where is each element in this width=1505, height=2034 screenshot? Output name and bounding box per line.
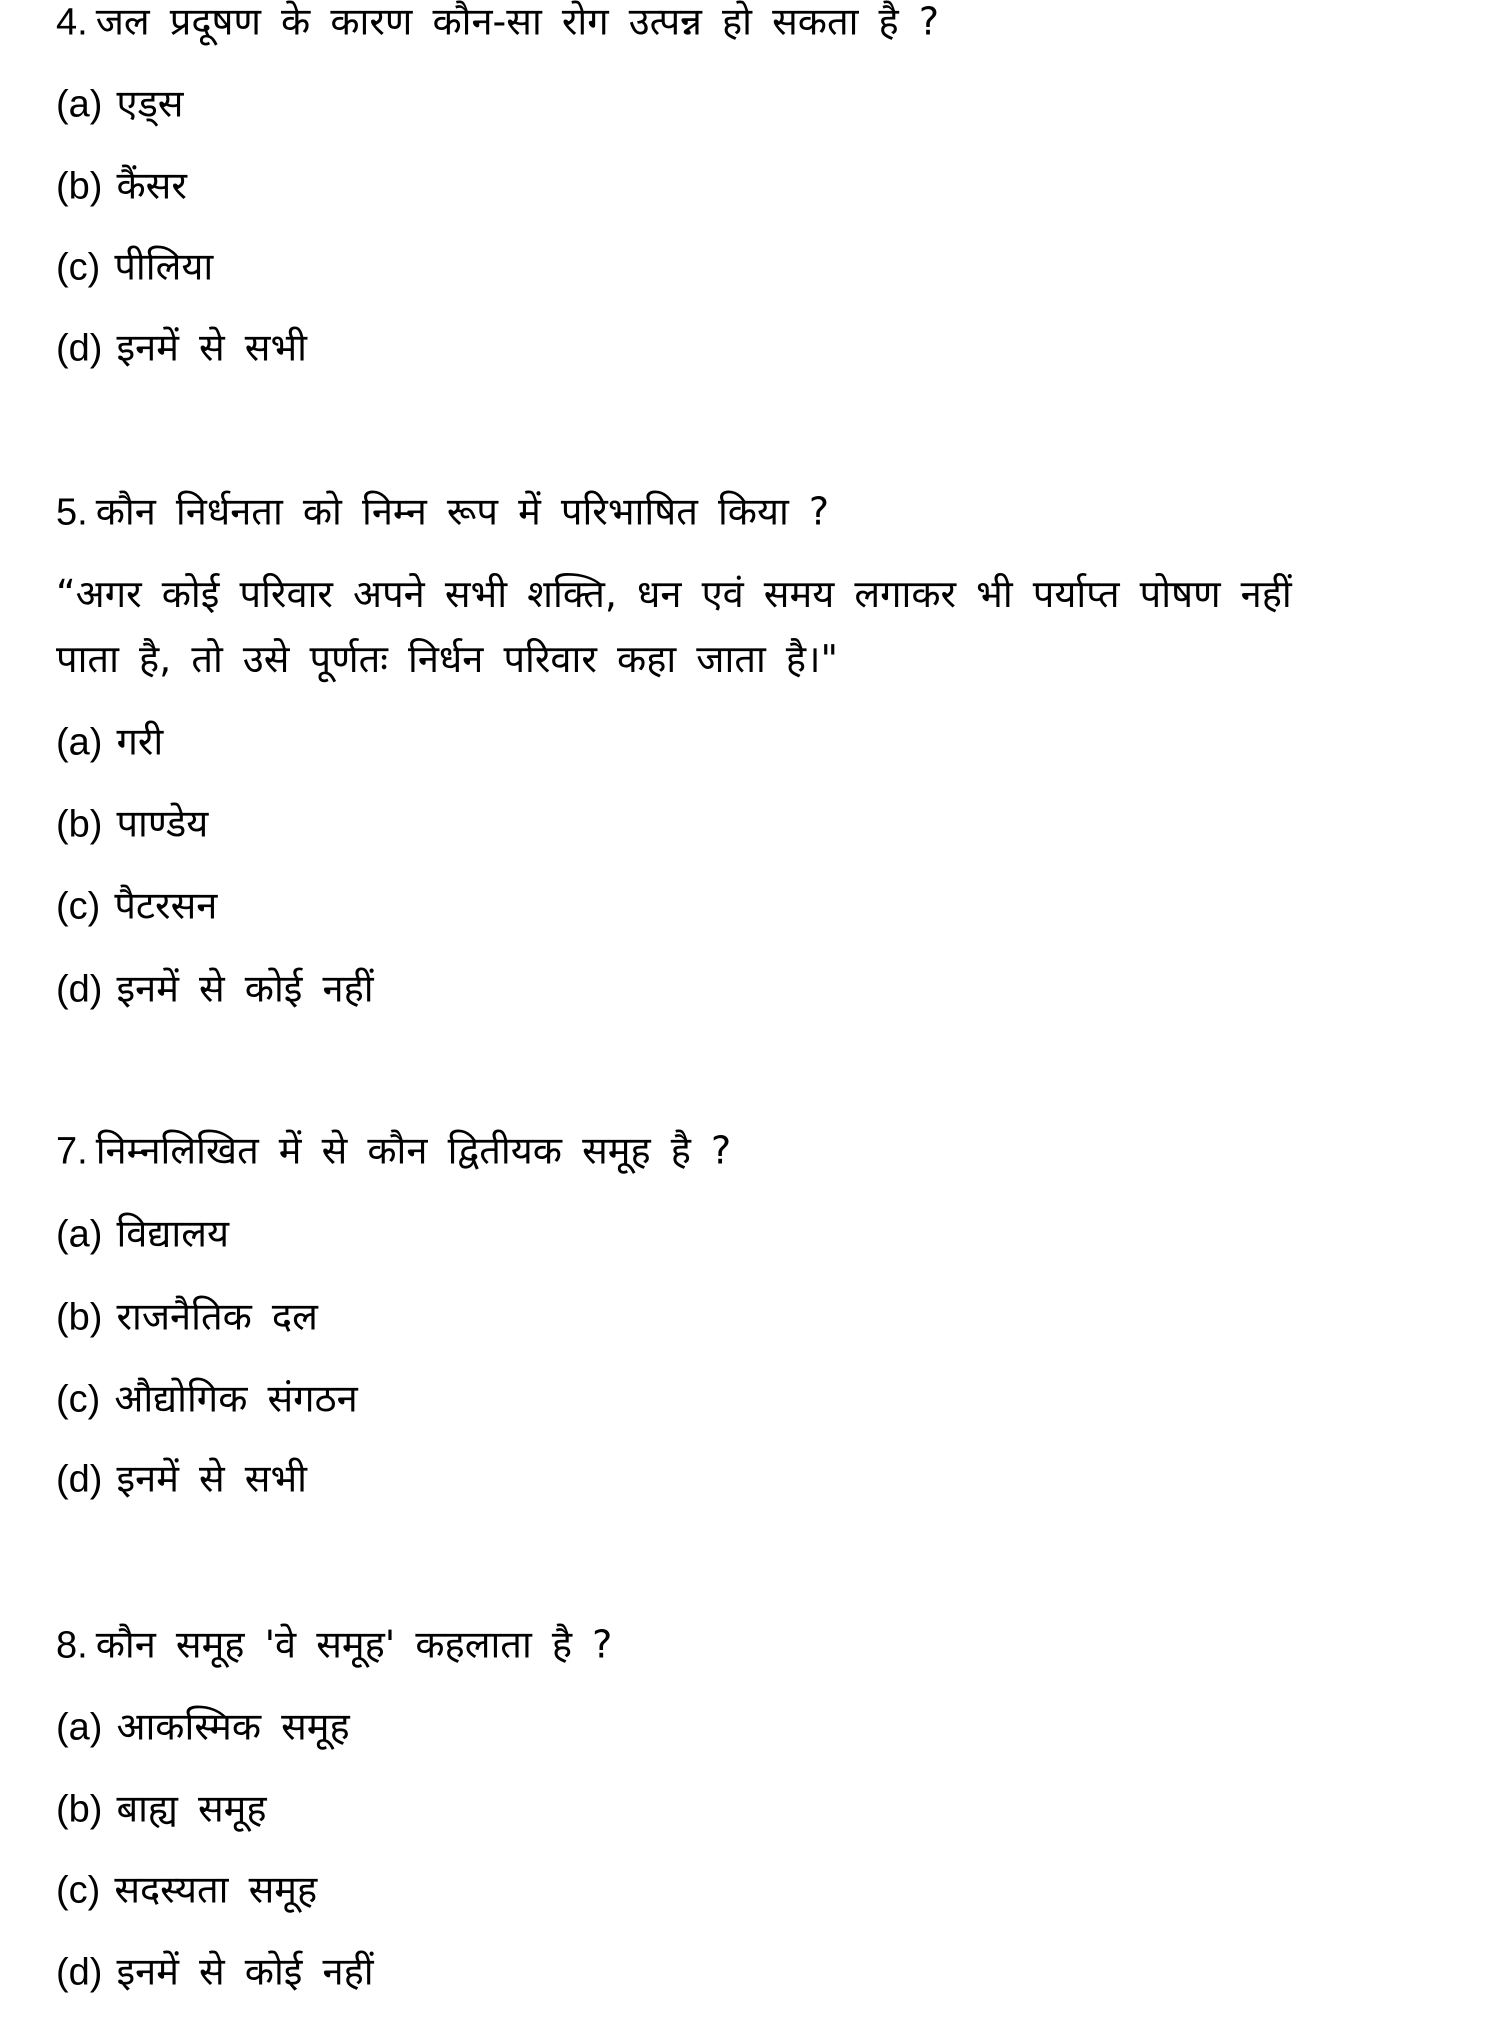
q4-option-d xyxy=(56,324,307,373)
q5-option-a xyxy=(56,718,163,767)
option-text: राजनैतिक दल xyxy=(116,1294,318,1339)
q5-option-d xyxy=(56,965,374,1014)
option-label: (a) xyxy=(56,721,103,764)
option-text: पीलिया xyxy=(114,244,214,289)
option-text: पाण्डेय xyxy=(116,801,209,846)
question-5 xyxy=(56,488,829,537)
option-text: इनमें से सभी xyxy=(116,1456,308,1501)
question-text: कौन निर्धनता को निम्न रूप में परिभाषित किया ? xyxy=(95,489,830,534)
question-number: 5. xyxy=(56,491,88,534)
question-8 xyxy=(56,1621,612,1670)
option-label: (d) xyxy=(56,1458,103,1501)
quote-text: “अगर कोई परिवार अपने सभी शक्ति, धन एवं समय लगाकर भी पर्याप्त पोषण नहीं xyxy=(56,572,1292,616)
question-7 xyxy=(56,1127,731,1176)
q8-option-b xyxy=(56,1785,267,1834)
q5-option-b xyxy=(56,800,208,849)
option-label: (c) xyxy=(56,246,101,289)
q5-option-c xyxy=(56,882,217,931)
option-text: इनमें से कोई नहीं xyxy=(116,966,374,1011)
question-number: 4. xyxy=(56,1,88,44)
q4-option-b xyxy=(56,162,187,211)
option-text: इनमें से सभी xyxy=(116,325,308,370)
option-label: (c) xyxy=(56,1869,101,1912)
option-label: (b) xyxy=(56,165,103,208)
option-text: इनमें से कोई नहीं xyxy=(116,1949,374,1994)
question-4 xyxy=(56,0,939,47)
option-text: एड्स xyxy=(116,81,184,126)
option-label: (d) xyxy=(56,1951,103,1994)
option-label: (d) xyxy=(56,968,103,1011)
quote-text: पाता है, तो उसे पूर्णतः निर्धन परिवार कहा जाता है।" xyxy=(56,637,838,681)
option-label: (a) xyxy=(56,83,103,126)
option-label: (a) xyxy=(56,1213,103,1256)
option-text: बाह्य समूह xyxy=(116,1786,267,1831)
option-label: (d) xyxy=(56,327,103,370)
q7-option-a xyxy=(56,1210,229,1259)
option-label: (b) xyxy=(56,1296,103,1339)
question-text: जल प्रदूषण के कारण कौन-सा रोग उत्पन्न हो सकता है ? xyxy=(95,0,939,44)
option-label: (c) xyxy=(56,885,101,928)
q5-quote-line-2 xyxy=(56,635,838,683)
q7-option-d xyxy=(56,1455,307,1504)
q4-option-a xyxy=(56,80,184,129)
question-number: 7. xyxy=(56,1130,88,1173)
option-text: आकस्मिक समूह xyxy=(116,1704,350,1749)
q7-option-c xyxy=(56,1375,358,1424)
q7-option-b xyxy=(56,1293,318,1342)
option-text: कैंसर xyxy=(116,163,187,208)
option-text: पैटरसन xyxy=(114,883,218,928)
q4-option-c xyxy=(56,243,213,292)
q8-option-d xyxy=(56,1948,374,1997)
q8-option-a xyxy=(56,1703,350,1752)
option-label: (b) xyxy=(56,1788,103,1831)
option-text: औद्योगिक संगठन xyxy=(114,1376,358,1421)
option-text: गरी xyxy=(116,719,164,764)
option-label: (c) xyxy=(56,1378,101,1421)
question-number: 8. xyxy=(56,1624,88,1667)
option-label: (b) xyxy=(56,803,103,846)
option-label: (a) xyxy=(56,1706,103,1749)
question-text: कौन समूह 'वे समूह' कहलाता है ? xyxy=(95,1622,613,1667)
q5-quote-line-1 xyxy=(56,570,1292,618)
question-text: निम्नलिखित में से कौन द्वितीयक समूह है ? xyxy=(95,1128,732,1173)
option-text: सदस्यता समूह xyxy=(114,1867,318,1912)
q8-option-c xyxy=(56,1866,317,1915)
option-text: विद्यालय xyxy=(116,1211,230,1256)
